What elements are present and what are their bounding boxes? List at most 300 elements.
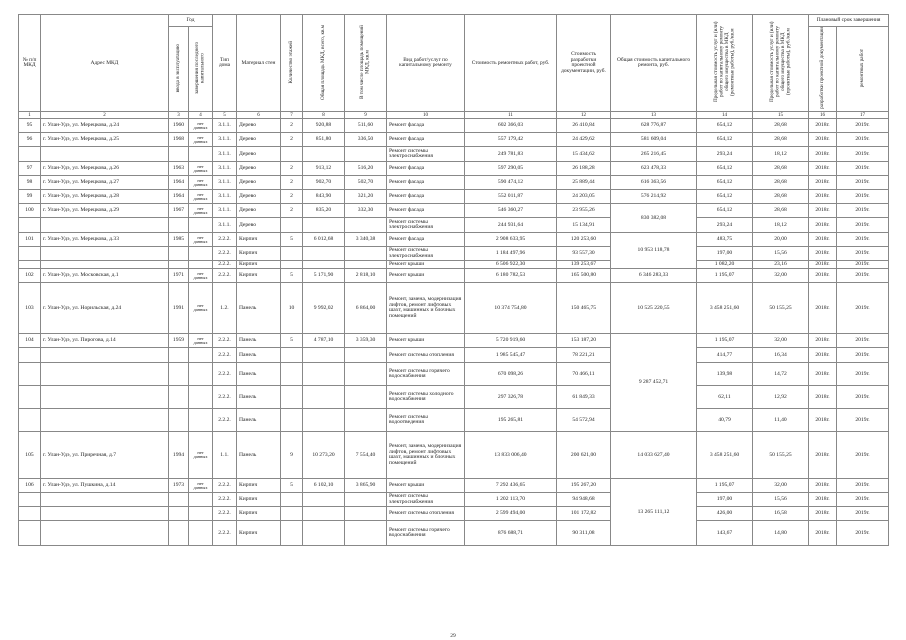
cell-row-number: [19, 348, 41, 363]
register-sheet: [18, 14, 888, 546]
header-house-type: Тип дома: [213, 15, 237, 112]
cell-plan-repair: 2019г.: [837, 204, 889, 218]
cell-area-premises: [345, 363, 387, 386]
cell-row-number: [19, 386, 41, 409]
cell-design-cost: 90 311,08: [557, 521, 611, 546]
cell-area-premises: 336,50: [345, 133, 387, 147]
cell-limit-cost-design: 32,00: [753, 269, 809, 283]
cell-floors: [281, 247, 303, 261]
cell-row-number: [19, 147, 41, 162]
cell-limit-cost-design: 23,16: [753, 261, 809, 269]
cell-area-premises: [345, 507, 387, 521]
cell-repair-cost: 297 326,78: [465, 386, 557, 409]
cell-row-number: [19, 261, 41, 269]
cell-repair-cost: 10 374 754,80: [465, 283, 557, 334]
cell-row-number: [19, 247, 41, 261]
header-num: № п/п МКД: [19, 15, 41, 112]
cell-design-cost: 120 253,60: [557, 233, 611, 247]
cell-limit-cost-repair: 654,12: [697, 204, 753, 218]
cell-house-type: 1.1.: [213, 432, 237, 479]
cell-design-cost: 61 849,33: [557, 386, 611, 409]
cell-year-last-repair: [189, 348, 213, 363]
cell-limit-cost-repair: 654,12: [697, 176, 753, 190]
cell-row-number: 95: [19, 119, 41, 133]
cell-limit-cost-design: 32,00: [753, 334, 809, 348]
column-number: 6: [237, 112, 281, 119]
cell-design-cost: 54 572,94: [557, 409, 611, 432]
cell-total-cost: 14 033 627,40: [611, 432, 697, 479]
cell-repair-cost: 546 360,27: [465, 204, 557, 218]
cell-address: [41, 218, 169, 233]
cell-limit-cost-design: 20,00: [753, 233, 809, 247]
cell-address: [41, 247, 169, 261]
cell-total-area: 851,80: [303, 133, 345, 147]
cell-wall-material: Панель: [237, 432, 281, 479]
cell-year-built: [169, 261, 189, 269]
cell-address: [41, 386, 169, 409]
cell-limit-cost-repair: 654,12: [697, 162, 753, 176]
cell-floors: [281, 348, 303, 363]
cell-limit-cost-repair: 414,77: [697, 348, 753, 363]
cell-year-built: 1994: [169, 432, 189, 479]
cell-year-last-repair: нет данных: [189, 204, 213, 218]
cell-limit-cost-design: 14,80: [753, 521, 809, 546]
cell-row-number: 97: [19, 162, 41, 176]
cell-limit-cost-design: 50 155,25: [753, 432, 809, 479]
table-row: [19, 386, 889, 409]
cell-plan-repair: 2019г.: [837, 269, 889, 283]
cell-total-cost: 13 265 111,12: [611, 479, 697, 546]
page-number: 29: [450, 633, 456, 639]
header-plan-group: Плановый срок завершения: [809, 15, 889, 27]
table-row: [19, 176, 889, 190]
cell-total-area: [303, 386, 345, 409]
cell-design-cost: 25 889,44: [557, 176, 611, 190]
cell-floors: 10: [281, 283, 303, 334]
cell-repair-cost: 557 179,42: [465, 133, 557, 147]
table-row: [19, 283, 889, 334]
cell-year-built: [169, 409, 189, 432]
table-row: [19, 521, 889, 546]
cell-address: г. Улан-Удэ, ул. Норильская, д.24: [41, 283, 169, 334]
cell-work-type: Ремонт системы электроснабжения: [387, 218, 465, 233]
cell-year-last-repair: нет данных: [189, 269, 213, 283]
cell-work-type: Ремонт системы электроснабжения: [387, 247, 465, 261]
cell-limit-cost-design: 28,68: [753, 176, 809, 190]
cell-total-area: [303, 521, 345, 546]
cell-year-last-repair: нет данных: [189, 233, 213, 247]
column-number-row: [19, 112, 889, 119]
column-number: 16: [809, 112, 837, 119]
cell-plan-design: 2018г.: [809, 133, 837, 147]
cell-repair-cost: 13 833 006,40: [465, 432, 557, 479]
table-body: [19, 119, 889, 546]
cell-limit-cost-design: 16,34: [753, 348, 809, 363]
cell-limit-cost-design: 28,68: [753, 133, 809, 147]
cell-plan-design: 2018г.: [809, 334, 837, 348]
cell-total-area: 902,70: [303, 176, 345, 190]
cell-wall-material: Дерево: [237, 119, 281, 133]
cell-area-premises: 3 865,90: [345, 479, 387, 493]
cell-total-cost: 576 214,92: [611, 190, 697, 204]
column-number: 5: [213, 112, 237, 119]
cell-total-cost: 9 287 452,71: [611, 334, 697, 432]
cell-total-area: [303, 348, 345, 363]
cell-row-number: [19, 521, 41, 546]
column-number: 14: [697, 112, 753, 119]
cell-limit-cost-design: 18,12: [753, 147, 809, 162]
cell-design-cost: 23 955,26: [557, 204, 611, 218]
cell-floors: [281, 409, 303, 432]
header-work-type: Вид работ/услуг по капитальному ремонту: [387, 15, 465, 112]
cell-row-number: 106: [19, 479, 41, 493]
cell-floors: [281, 507, 303, 521]
cell-design-cost: 24 429,62: [557, 133, 611, 147]
cell-row-number: 105: [19, 432, 41, 479]
cell-house-type: 3.1.1.: [213, 190, 237, 204]
table-row: [19, 348, 889, 363]
header-wall-material: Материал стен: [237, 15, 281, 112]
cell-total-area: 835,20: [303, 204, 345, 218]
cell-house-type: 2.2.2.: [213, 386, 237, 409]
cell-house-type: 2.2.2.: [213, 479, 237, 493]
cell-plan-repair: 2019г.: [837, 348, 889, 363]
cell-limit-cost-design: 14,72: [753, 363, 809, 386]
column-number: 4: [189, 112, 213, 119]
cell-work-type: Ремонт системы горячего водоснабжения: [387, 363, 465, 386]
cell-year-last-repair: [189, 521, 213, 546]
cell-plan-repair: 2019г.: [837, 247, 889, 261]
column-number: 15: [753, 112, 809, 119]
cell-floors: [281, 386, 303, 409]
cell-address: г. Улан-Удэ, ул. Приречная, д.7: [41, 432, 169, 479]
cell-wall-material: Дерево: [237, 162, 281, 176]
cell-plan-design: 2018г.: [809, 162, 837, 176]
cell-floors: 5: [281, 269, 303, 283]
cell-row-number: 104: [19, 334, 41, 348]
cell-work-type: Ремонт крыши: [387, 479, 465, 493]
cell-limit-cost-design: 15,56: [753, 493, 809, 507]
header-year-built: ввода в эксплуатацию: [174, 43, 181, 93]
cell-plan-repair: 2019г.: [837, 386, 889, 409]
cell-total-cost: 616 363,56: [611, 176, 697, 190]
cell-year-built: 1968: [169, 133, 189, 147]
cell-limit-cost-repair: 654,12: [697, 119, 753, 133]
cell-wall-material: Дерево: [237, 147, 281, 162]
cell-wall-material: Дерево: [237, 176, 281, 190]
cell-floors: [281, 218, 303, 233]
table-row: [19, 204, 889, 218]
cell-work-type: Ремонт фасада: [387, 204, 465, 218]
cell-year-built: [169, 493, 189, 507]
cell-design-cost: 26 188,28: [557, 162, 611, 176]
cell-total-area: [303, 493, 345, 507]
cell-total-area: [303, 363, 345, 386]
table-header: [19, 15, 889, 119]
cell-total-area: 4 787,10: [303, 334, 345, 348]
table-row: [19, 133, 889, 147]
cell-work-type: Ремонт, замена, модернизация лифтов, ремонт лифтовых шахт, машинных и блочных помещений: [387, 432, 465, 479]
table-row: [19, 233, 889, 247]
cell-plan-design: 2018г.: [809, 432, 837, 479]
cell-total-area: [303, 147, 345, 162]
cell-limit-cost-design: 28,68: [753, 162, 809, 176]
cell-design-cost: 150 465,75: [557, 283, 611, 334]
cell-plan-design: 2018г.: [809, 176, 837, 190]
cell-area-premises: [345, 218, 387, 233]
cell-house-type: 1.2.: [213, 283, 237, 334]
table-row: [19, 247, 889, 261]
cell-limit-cost-repair: 139,98: [697, 363, 753, 386]
cell-year-last-repair: [189, 507, 213, 521]
repair-register-table: [18, 14, 889, 546]
cell-repair-cost: 5 720 919,60: [465, 334, 557, 348]
cell-year-built: 1971: [169, 269, 189, 283]
cell-plan-design: 2018г.: [809, 218, 837, 233]
cell-total-cost: 628 776,87: [611, 119, 697, 133]
cell-address: г. Улан-Удэ, ул. Мерецкова, д.26: [41, 162, 169, 176]
cell-design-cost: 70 466,11: [557, 363, 611, 386]
cell-design-cost: 15 434,62: [557, 147, 611, 162]
cell-plan-repair: 2019г.: [837, 233, 889, 247]
column-number: 2: [41, 112, 169, 119]
cell-year-built: [169, 147, 189, 162]
cell-design-cost: 78 221,21: [557, 348, 611, 363]
cell-plan-design: 2018г.: [809, 119, 837, 133]
cell-area-premises: [345, 261, 387, 269]
cell-limit-cost-repair: 3 458 251,60: [697, 283, 753, 334]
cell-plan-repair: 2019г.: [837, 190, 889, 204]
cell-work-type: Ремонт системы горячего водоснабжения: [387, 521, 465, 546]
cell-address: [41, 493, 169, 507]
cell-year-last-repair: нет данных: [189, 190, 213, 204]
cell-wall-material: Кирпич: [237, 479, 281, 493]
cell-year-last-repair: нет данных: [189, 176, 213, 190]
cell-house-type: 2.2.2.: [213, 409, 237, 432]
cell-year-last-repair: [189, 147, 213, 162]
table-row: [19, 269, 889, 283]
cell-plan-repair: 2019г.: [837, 176, 889, 190]
cell-address: [41, 363, 169, 386]
header-floors: Количество этажей: [287, 40, 294, 84]
cell-design-cost: 200 621,00: [557, 432, 611, 479]
cell-row-number: 99: [19, 190, 41, 204]
header-design-cost: Стоимость разработки проектной документации, руб.: [557, 15, 611, 112]
cell-wall-material: Кирпич: [237, 261, 281, 269]
cell-house-type: 2.2.2.: [213, 348, 237, 363]
cell-total-area: 10 273,20: [303, 432, 345, 479]
cell-area-premises: [345, 409, 387, 432]
cell-wall-material: Панель: [237, 283, 281, 334]
cell-repair-cost: 590 474,12: [465, 176, 557, 190]
cell-design-cost: 153 187,20: [557, 334, 611, 348]
cell-design-cost: 195 267,20: [557, 479, 611, 493]
cell-total-cost: 581 609,04: [611, 133, 697, 147]
cell-house-type: 3.1.1.: [213, 119, 237, 133]
cell-row-number: 100: [19, 204, 41, 218]
cell-repair-cost: 670 098,26: [465, 363, 557, 386]
cell-work-type: Ремонт системы водоотведения: [387, 409, 465, 432]
cell-total-cost: 6 346 283,33: [611, 269, 697, 283]
cell-year-last-repair: [189, 493, 213, 507]
cell-house-type: 2.2.2.: [213, 247, 237, 261]
cell-row-number: 101: [19, 233, 41, 247]
cell-house-type: 3.1.1.: [213, 133, 237, 147]
cell-total-cost: 10 525 220,55: [611, 283, 697, 334]
cell-plan-repair: 2019г.: [837, 521, 889, 546]
cell-work-type: Ремонт, замена, модернизация лифтов, ремонт лифтовых шахт, машинных и блочных помещений: [387, 283, 465, 334]
header-limit-cost-repair: Предельная стоимость услуг и (или) работ по капитальному ремонту общего имущества в МКД (ремонтные работы), руб./кв.м: [712, 21, 735, 103]
cell-repair-cost: 602 366,03: [465, 119, 557, 133]
cell-plan-repair: 2019г.: [837, 283, 889, 334]
cell-floors: 2: [281, 190, 303, 204]
cell-wall-material: Кирпич: [237, 233, 281, 247]
cell-repair-cost: 244 931,64: [465, 218, 557, 233]
cell-limit-cost-design: 12,92: [753, 386, 809, 409]
cell-area-premises: 516,20: [345, 162, 387, 176]
cell-area-premises: 3 359,30: [345, 334, 387, 348]
cell-work-type: Ремонт крыши: [387, 334, 465, 348]
cell-repair-cost: 1 184 497,96: [465, 247, 557, 261]
cell-address: [41, 348, 169, 363]
cell-year-built: [169, 507, 189, 521]
cell-year-last-repair: [189, 218, 213, 233]
cell-area-premises: [345, 348, 387, 363]
column-number: 1: [19, 112, 41, 119]
cell-wall-material: Кирпич: [237, 247, 281, 261]
cell-limit-cost-design: 28,68: [753, 190, 809, 204]
cell-row-number: 102: [19, 269, 41, 283]
cell-floors: 5: [281, 334, 303, 348]
cell-address: [41, 147, 169, 162]
cell-wall-material: Кирпич: [237, 521, 281, 546]
cell-limit-cost-repair: 293,24: [697, 218, 753, 233]
cell-limit-cost-repair: 62,11: [697, 386, 753, 409]
cell-floors: [281, 521, 303, 546]
cell-plan-design: 2018г.: [809, 233, 837, 247]
cell-address: [41, 507, 169, 521]
column-number: 12: [557, 112, 611, 119]
cell-design-cost: 26 410,84: [557, 119, 611, 133]
cell-house-type: 2.2.2.: [213, 507, 237, 521]
cell-limit-cost-repair: 426,00: [697, 507, 753, 521]
cell-limit-cost-design: 50 155,25: [753, 283, 809, 334]
cell-year-built: [169, 247, 189, 261]
cell-work-type: Ремонт крыши: [387, 261, 465, 269]
cell-plan-repair: 2019г.: [837, 119, 889, 133]
cell-plan-repair: 2019г.: [837, 507, 889, 521]
cell-year-built: [169, 348, 189, 363]
cell-row-number: [19, 409, 41, 432]
cell-total-area: [303, 409, 345, 432]
cell-plan-design: 2018г.: [809, 204, 837, 218]
column-number: 7: [281, 112, 303, 119]
cell-total-area: [303, 218, 345, 233]
header-address: Адрес МКД: [41, 15, 169, 112]
cell-wall-material: Панель: [237, 386, 281, 409]
cell-limit-cost-repair: 1 082,20: [697, 261, 753, 269]
cell-area-premises: 7 554,40: [345, 432, 387, 479]
cell-area-premises: 502,70: [345, 176, 387, 190]
cell-wall-material: Дерево: [237, 133, 281, 147]
cell-plan-design: 2018г.: [809, 493, 837, 507]
cell-limit-cost-repair: 40,79: [697, 409, 753, 432]
cell-address: [41, 409, 169, 432]
cell-design-cost: 94 948,68: [557, 493, 611, 507]
cell-limit-cost-repair: 1 195,07: [697, 334, 753, 348]
cell-limit-cost-repair: 1 195,07: [697, 479, 753, 493]
column-number: 8: [303, 112, 345, 119]
cell-row-number: [19, 493, 41, 507]
cell-plan-design: 2018г.: [809, 386, 837, 409]
cell-house-type: 2.2.2.: [213, 521, 237, 546]
cell-wall-material: Дерево: [237, 190, 281, 204]
cell-wall-material: Панель: [237, 334, 281, 348]
header-total-cost: Общая стоимость капитального ремонта, руб.: [611, 15, 697, 112]
cell-plan-design: 2018г.: [809, 269, 837, 283]
cell-area-premises: 6 864,00: [345, 283, 387, 334]
cell-work-type: Ремонт фасада: [387, 233, 465, 247]
cell-floors: 2: [281, 119, 303, 133]
cell-plan-repair: 2019г.: [837, 147, 889, 162]
cell-total-area: 920,88: [303, 119, 345, 133]
table-row: [19, 190, 889, 204]
cell-total-area: 5 171,90: [303, 269, 345, 283]
cell-plan-repair: 2019г.: [837, 162, 889, 176]
cell-work-type: Ремонт системы отопления: [387, 507, 465, 521]
table-row: [19, 432, 889, 479]
header-limit-cost-design: Предельная стоимость услуг и (или) работ по капитальному ремонту общего имущества в МКД (проектные работы), руб./кв.м: [768, 21, 791, 103]
cell-limit-cost-design: 32,00: [753, 479, 809, 493]
header-total-area: Общая площадь МКД, всего, кв.м: [319, 24, 326, 100]
cell-repair-cost: 597 290,05: [465, 162, 557, 176]
header-area-premises: В том числе площадь помещений МКД, кв.м: [359, 25, 371, 99]
cell-year-built: 1963: [169, 162, 189, 176]
cell-area-premises: [345, 521, 387, 546]
cell-plan-repair: 2019г.: [837, 334, 889, 348]
cell-repair-cost: 249 781,83: [465, 147, 557, 162]
cell-row-number: 103: [19, 283, 41, 334]
header-plan-design: разработки проектной документации: [818, 27, 825, 109]
table-row: [19, 363, 889, 386]
cell-limit-cost-repair: 293,24: [697, 147, 753, 162]
cell-work-type: Ремонт системы отопления: [387, 348, 465, 363]
cell-floors: [281, 261, 303, 269]
cell-house-type: 2.2.2.: [213, 233, 237, 247]
cell-address: г. Улан-Удэ, ул. Московская, д.1: [41, 269, 169, 283]
cell-house-type: 2.2.2.: [213, 493, 237, 507]
cell-work-type: Ремонт фасада: [387, 119, 465, 133]
table-row: [19, 409, 889, 432]
cell-work-type: Ремонт фасада: [387, 176, 465, 190]
cell-total-area: [303, 261, 345, 269]
cell-repair-cost: 2 908 633,95: [465, 233, 557, 247]
cell-year-last-repair: [189, 386, 213, 409]
cell-year-built: 1973: [169, 479, 189, 493]
cell-plan-design: 2018г.: [809, 363, 837, 386]
cell-limit-cost-design: 18,12: [753, 218, 809, 233]
cell-total-area: 6 102,10: [303, 479, 345, 493]
cell-floors: 2: [281, 133, 303, 147]
cell-total-area: 913,12: [303, 162, 345, 176]
cell-plan-repair: 2019г.: [837, 493, 889, 507]
column-number: 17: [837, 112, 889, 119]
cell-repair-cost: 876 688,71: [465, 521, 557, 546]
cell-plan-design: 2018г.: [809, 507, 837, 521]
cell-year-last-repair: [189, 247, 213, 261]
cell-plan-repair: 2019г.: [837, 363, 889, 386]
cell-address: [41, 521, 169, 546]
